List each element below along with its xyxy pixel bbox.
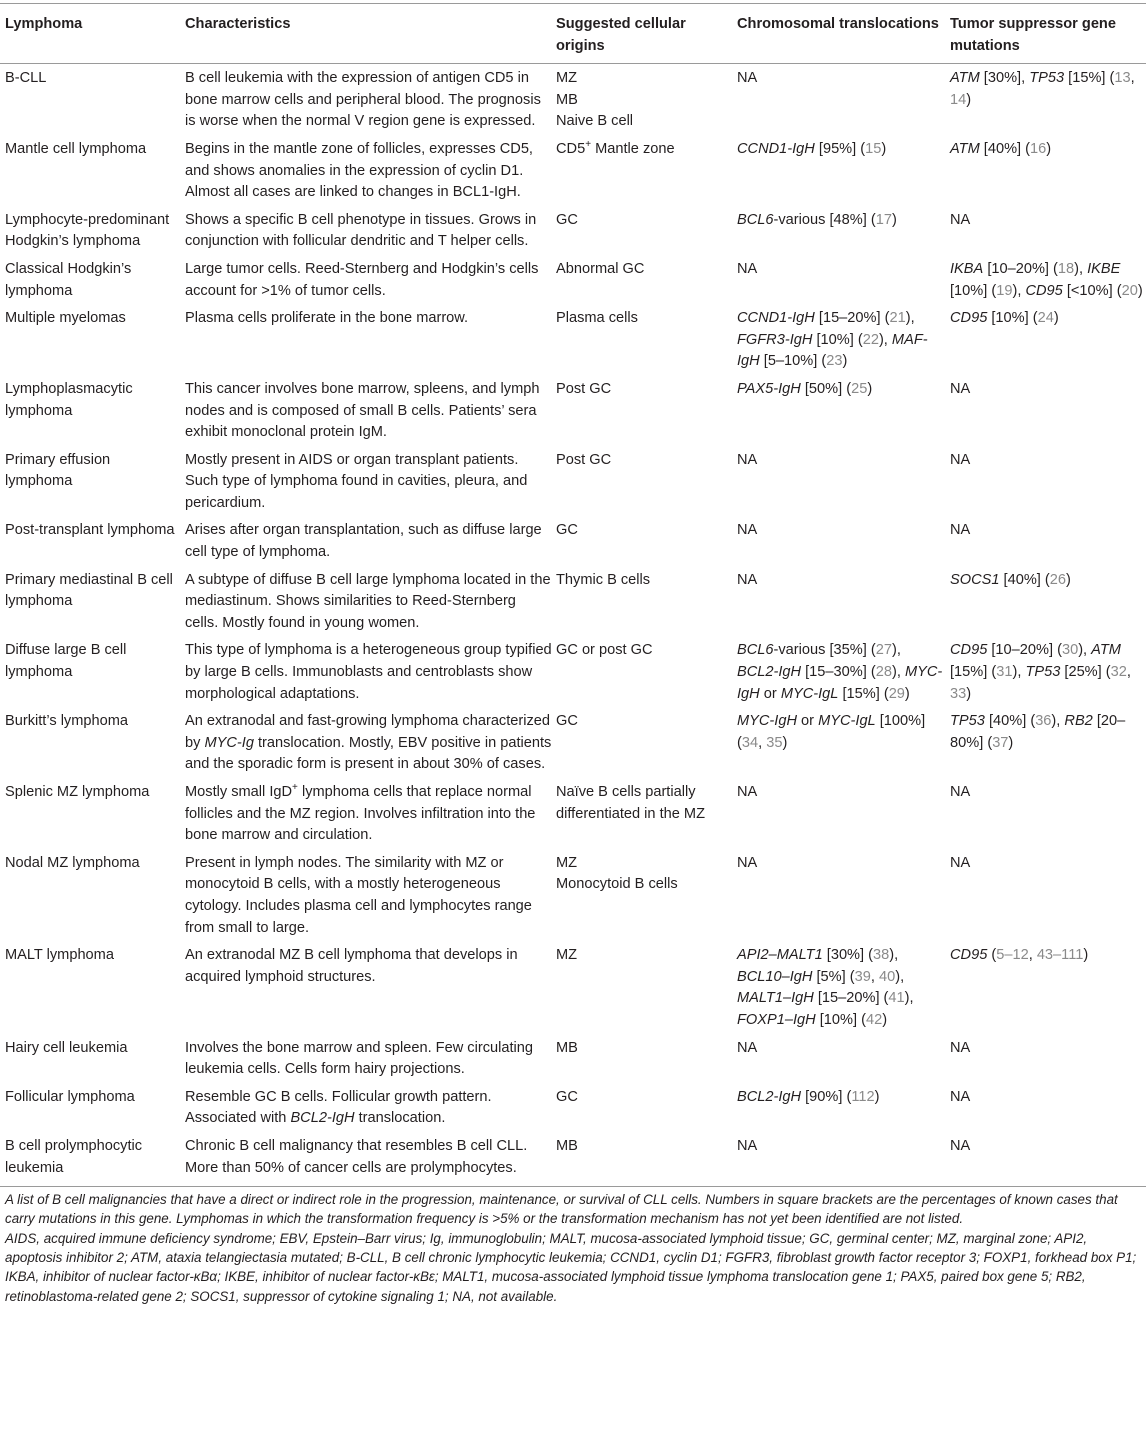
- cell-mutations: SOCS1 [40%] (26): [950, 571, 1071, 588]
- table-body: [0, 63, 1146, 1180]
- cell-lymphoma: Multiple myelomas: [5, 310, 126, 327]
- cell-lymphoma: Burkitt’s lymphoma: [5, 713, 129, 730]
- cell-mutations: TP53 [40%] (36), RB2 [20–80%] (37): [950, 713, 1126, 751]
- cell-mutations: CD95 [10–20%] (30), ATM [15%] (31), TP53 [25%] (32, 33): [950, 642, 1131, 702]
- cell-lymphoma: Nodal MZ lymphoma: [5, 854, 140, 871]
- table-row: [0, 374, 1146, 445]
- header-characteristics: Characteristics: [185, 16, 291, 32]
- cell-mutations: NA: [950, 854, 971, 871]
- table-row: [0, 1033, 1146, 1082]
- header-row: [0, 8, 1146, 63]
- table-row: [0, 706, 1146, 777]
- cell-origins: GC: [556, 713, 578, 730]
- cell-origins: Naïve B cells partially differentiated in the MZ: [556, 784, 705, 822]
- cell-origins: MZ: [556, 947, 578, 964]
- cell-lymphoma: Hairy cell leukemia: [5, 1039, 128, 1056]
- cell-origins: GC: [556, 1088, 578, 1105]
- cell-translocations: NA: [737, 784, 758, 800]
- table-row: [0, 1131, 1146, 1180]
- cell-lymphoma: Primary effusion lymphoma: [5, 451, 111, 490]
- cell-mutations: NA: [950, 451, 971, 468]
- header-rule: [0, 63, 1146, 64]
- cell-origins: GC or post GC: [556, 642, 653, 659]
- cell-mutations: CD95 [10%] (24): [950, 310, 1059, 327]
- cell-characteristics: An extranodal and fast-growing lymphoma characterized by MYC-Ig translocation. Mostly, EBV positive in patients and the sporadic form is present in about 30% of cases.: [185, 713, 552, 773]
- table-row: [0, 445, 1146, 516]
- cell-origins: GC: [556, 522, 578, 539]
- cell-lymphoma: Mantle cell lymphoma: [5, 140, 147, 157]
- cell-lymphoma: B-CLL: [5, 70, 47, 87]
- table-row: [0, 515, 1146, 564]
- cell-origins: GC: [556, 211, 578, 228]
- lymphoma-table: [0, 8, 1146, 1180]
- cell-characteristics: This type of lymphoma is a heterogeneous group typified by large B cells. Immunoblasts and centroblasts show morphological adaptations.: [185, 642, 552, 702]
- cell-origins: MZ MB Naive B cell: [556, 70, 634, 130]
- cell-characteristics: Large tumor cells. Reed-Sternberg and Hodgkin’s cells account for >1% of tumor cells.: [185, 260, 539, 299]
- cell-origins: Post GC: [556, 380, 612, 397]
- cell-characteristics: Involves the bone marrow and spleen. Few circulating leukemia cells. Cells form hairy projections.: [185, 1039, 533, 1078]
- cell-lymphoma: Primary mediastinal B cell lymphoma: [5, 571, 173, 610]
- cell-characteristics: This cancer involves bone marrow, spleens, and lymph nodes and is composed of small B cells. Patients’ sera exhibit monoclonal protein IgM.: [185, 380, 540, 441]
- cell-mutations: NA: [950, 211, 971, 228]
- cell-translocations: NA: [737, 854, 758, 871]
- cell-lymphoma: Lymphoplasmacytic lymphoma: [5, 380, 133, 419]
- table-row: [0, 303, 1146, 374]
- cell-translocations: CCND1-IgH [95%] (15): [737, 140, 887, 157]
- cell-lymphoma: Follicular lymphoma: [5, 1088, 135, 1105]
- cell-mutations: NA: [950, 784, 971, 800]
- cell-lymphoma: Lymphocyte-predominant Hodgkin’s lymphoma: [5, 211, 170, 250]
- cell-characteristics: Chronic B cell malignancy that resembles B cell CLL. More than 50% of cancer cells are prolymphocytes.: [185, 1137, 528, 1176]
- cell-mutations: ATM [30%], TP53 [15%] (13, 14): [950, 70, 1135, 108]
- cell-characteristics: Shows a specific B cell phenotype in tissues. Grows in conjunction with follicular dendritic and T helper cells.: [185, 211, 537, 250]
- cell-mutations: NA: [950, 380, 971, 397]
- cell-mutations: CD95 (5–12, 43–111): [950, 947, 1089, 964]
- top-rule: [0, 3, 1146, 4]
- table-row: [0, 777, 1146, 848]
- cell-mutations: ATM [40%] (16): [950, 140, 1052, 157]
- table-row: [0, 848, 1146, 940]
- header-mutations: Tumor suppressor gene mutations: [950, 16, 1116, 54]
- cell-translocations: NA: [737, 70, 758, 87]
- cell-mutations: NA: [950, 1088, 971, 1105]
- cell-characteristics: Resemble GC B cells. Follicular growth pattern. Associated with BCL2-IgH translocation.: [185, 1088, 492, 1127]
- cell-lymphoma: B cell prolymphocytic leukemia: [5, 1137, 143, 1176]
- cell-origins: Thymic B cells: [556, 571, 651, 588]
- cell-translocations: NA: [737, 1137, 758, 1154]
- cell-mutations: NA: [950, 1137, 971, 1154]
- cell-translocations: NA: [737, 451, 758, 468]
- cell-characteristics: A subtype of diffuse B cell large lymphoma located in the mediastinum. Shows similarities to Reed-Sternberg cells. Mostly found in young women.: [185, 571, 551, 631]
- header-origins: Suggested cellular origins: [556, 16, 686, 54]
- cell-characteristics: B cell leukemia with the expression of antigen CD5 in bone marrow cells and peripheral blood. The prognosis is worse when the normal V region gene is expressed.: [185, 70, 541, 130]
- cell-characteristics: Mostly present in AIDS or organ transplant patients. Such type of lymphoma found in cavities, pleura, and pericardium.: [185, 451, 528, 511]
- table-row: [0, 254, 1146, 303]
- cell-origins: MB: [556, 1137, 578, 1154]
- header-translocations: Chromosomal translocations: [737, 16, 939, 32]
- cell-characteristics: Present in lymph nodes. The similarity with MZ or monocytoid B cells, with a mostly heterogeneous cytology. Includes plasma cell and lymphocytes range from small to large.: [185, 854, 532, 936]
- cell-lymphoma: Diffuse large B cell lymphoma: [5, 642, 127, 681]
- cell-mutations: NA: [950, 522, 971, 539]
- table-row: [0, 940, 1146, 1032]
- cell-translocations: CCND1-IgH [15–20%] (21), FGFR3-IgH [10%] (22), MAF-IgH [5–10%] (23): [737, 310, 928, 370]
- bottom-rule: [0, 1186, 1146, 1187]
- cell-characteristics: An extranodal MZ B cell lymphoma that develops in acquired lymphoid structures.: [185, 947, 518, 985]
- cell-translocations: NA: [737, 571, 758, 588]
- cell-origins: Plasma cells: [556, 310, 638, 327]
- table-row: [0, 565, 1146, 636]
- cell-origins: CD5+ Mantle zone: [556, 139, 675, 157]
- cell-lymphoma: Post-transplant lymphoma: [5, 522, 175, 539]
- cell-translocations: API2–MALT1 [30%] (38), BCL10–IgH [5%] (39, 40), MALT1–IgH [15–20%] (41), FOXP1–IgH [10%] (42): [737, 947, 914, 1028]
- table-row: [0, 63, 1146, 134]
- cell-mutations: IKBA [10–20%] (18), IKBE [10%] (19), CD95 [<10%] (20): [950, 260, 1143, 299]
- cell-translocations: NA: [737, 260, 758, 277]
- cell-mutations: NA: [950, 1039, 971, 1056]
- table-row: [0, 1082, 1146, 1131]
- cell-characteristics: Plasma cells proliferate in the bone marrow.: [185, 310, 469, 327]
- cell-translocations: BCL6-various [48%] (17): [737, 211, 897, 228]
- table-row: [0, 635, 1146, 706]
- cell-characteristics: Begins in the mantle zone of follicles, expresses CD5, and shows anomalies in the expression of cyclin D1. Almost all cases are linked to changes in BCL1-IgH.: [185, 140, 533, 201]
- cell-translocations: NA: [737, 522, 758, 539]
- cell-origins: MZ Monocytoid B cells: [556, 854, 678, 893]
- cell-lymphoma: MALT lymphoma: [5, 947, 114, 964]
- cell-origins: Abnormal GC: [556, 260, 645, 277]
- table-row: [0, 134, 1146, 205]
- cell-translocations: MYC-IgH or MYC-IgL [100%] (34, 35): [737, 713, 926, 751]
- cell-translocations: PAX5-IgH [50%] (25): [737, 380, 873, 397]
- cell-origins: MB: [556, 1039, 578, 1056]
- footnote-description: A list of B cell malignancies that have a direct or indirect role in the progression, maintenance, or survival of CLL cells. Numbers in square brackets are the percentages of known cases that carry mutations in this gene. Lymphomas in which the transformation frequency is >5% or the transformation mechanism has not yet been identified are not listed.: [5, 1192, 1118, 1227]
- cell-origins: Post GC: [556, 451, 612, 468]
- header-lymphoma: Lymphoma: [5, 16, 83, 32]
- cell-translocations: NA: [737, 1039, 758, 1056]
- cell-characteristics: Mostly small IgD+ lymphoma cells that replace normal follicles and the MZ region. Involves infiltration into the bone marrow and circulation.: [185, 782, 536, 844]
- cell-translocations: BCL2-IgH [90%] (112): [737, 1088, 880, 1105]
- footnote-abbreviations: AIDS, acquired immune deficiency syndrome; EBV, Epstein–Barr virus; Ig, immunoglobulin; MALT, mucosa-associated lymphoid tissue; GC, germinal center; MZ, marginal zone; API2, apoptosis inhibitor 2; ATM, ataxia telangiectasia mutated; B-CLL, B cell chronic lymphocytic leukemia; CCND1, cyclin D1; FGFR3, fibroblast growth factor receptor 3; FOXP1, forkhead box P1; IKBA, inhibitor of nuclear factor-κBα; IKBE, inhibitor of nuclear factor-κBε; MALT1, mucosa-associated lymphoid tissue lymphoma translocation gene 1; PAX5, paired box gene 5; RB2, retinoblastoma-related gene 2; SOCS1, suppressor of cytokine signaling 1; NA, not available.: [5, 1231, 1137, 1304]
- table-row: [0, 205, 1146, 254]
- cell-lymphoma: Classical Hodgkin’s lymphoma: [5, 260, 132, 299]
- cell-translocations: BCL6-various [35%] (27), BCL2-IgH [15–30%] (28), MYC-IgH or MYC-IgL [15%] (29): [737, 642, 943, 702]
- cell-lymphoma: Splenic MZ lymphoma: [5, 784, 150, 800]
- cell-characteristics: Arises after organ transplantation, such as diffuse large cell type of lymphoma.: [185, 522, 542, 561]
